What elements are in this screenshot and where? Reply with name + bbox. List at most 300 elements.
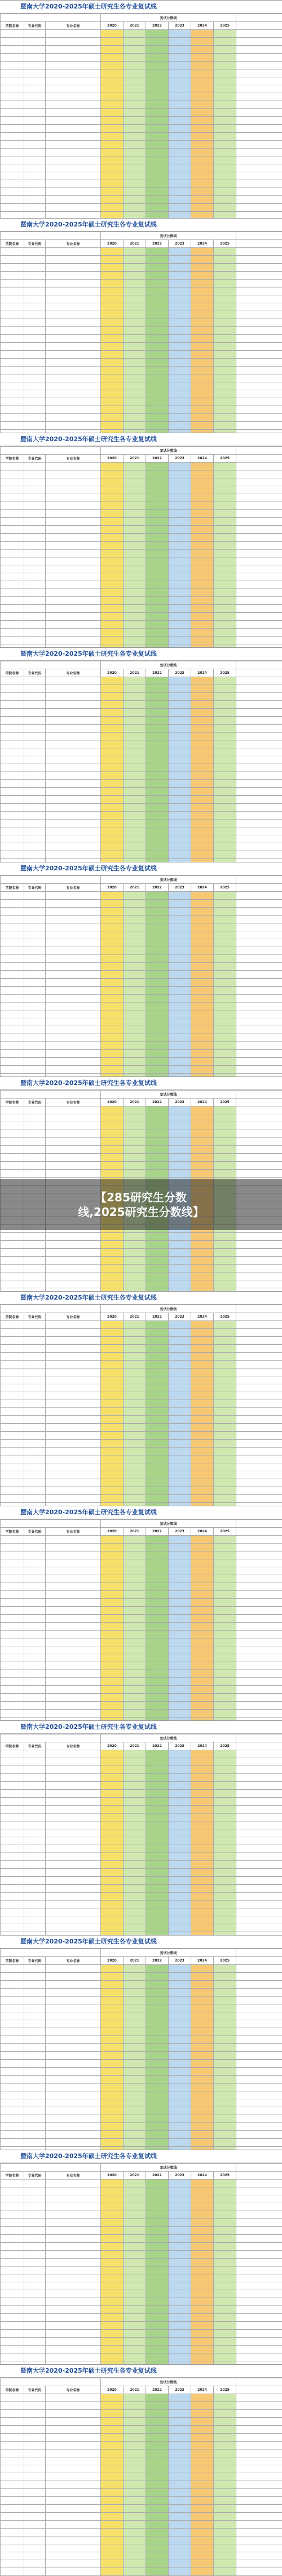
table-cell xyxy=(124,374,146,382)
table-cell xyxy=(1,827,24,835)
table-cell xyxy=(24,1678,46,1686)
table-cell xyxy=(169,1353,191,1361)
table-cell xyxy=(1,2505,24,2513)
table-cell xyxy=(1,1750,24,1758)
table-row xyxy=(1,2346,282,2353)
table-cell xyxy=(191,133,214,141)
table-cell xyxy=(124,180,146,188)
table-cell xyxy=(1,1615,24,1623)
table-cell xyxy=(191,486,214,494)
table-cell xyxy=(1,2489,24,2497)
table-cell xyxy=(214,685,236,693)
table-cell xyxy=(24,709,46,717)
table-cell xyxy=(1,2560,24,2568)
table-cell xyxy=(124,843,146,851)
table-cell xyxy=(214,141,236,149)
table-cell xyxy=(24,804,46,812)
table-cell xyxy=(169,908,191,916)
table-cell xyxy=(1,772,24,780)
table-cell xyxy=(101,2139,124,2147)
table-cell xyxy=(169,1908,191,1916)
table-cell xyxy=(169,1448,191,1455)
table-cell xyxy=(1,2306,24,2314)
table-cell xyxy=(169,1845,191,1853)
table-cell xyxy=(24,1885,46,1893)
table-cell xyxy=(214,605,236,613)
table-cell xyxy=(214,1154,236,1162)
table-cell xyxy=(169,2521,191,2529)
table-cell xyxy=(124,1272,146,1280)
table-cell xyxy=(146,1353,169,1361)
table-cell xyxy=(236,1249,282,1257)
table-cell xyxy=(24,1368,46,1376)
sheet-title: 暨南大学2020-2025年硕士研究生各专业复试线 xyxy=(0,1077,282,1090)
table-cell xyxy=(169,1233,191,1241)
table-cell xyxy=(214,77,236,85)
table-row xyxy=(1,1615,282,1623)
table-cell xyxy=(24,1241,46,1249)
table-cell xyxy=(46,1885,101,1893)
table-row xyxy=(1,2211,282,2219)
table-cell xyxy=(1,196,24,204)
table-cell xyxy=(24,534,46,542)
table-cell xyxy=(124,2004,146,2012)
table-cell xyxy=(191,287,214,295)
table-row xyxy=(1,502,282,510)
table-cell xyxy=(191,351,214,359)
table-cell xyxy=(101,892,124,900)
table-cell xyxy=(124,1154,146,1162)
table-cell xyxy=(214,2552,236,2560)
table-cell xyxy=(146,1654,169,1662)
group-header: 复试分数线 xyxy=(101,447,236,455)
table-cell xyxy=(191,1575,214,1583)
table-cell xyxy=(169,2187,191,2195)
table-cell xyxy=(191,327,214,335)
table-cell xyxy=(169,2338,191,2346)
table-cell xyxy=(214,2322,236,2330)
table-cell xyxy=(1,733,24,740)
table-row xyxy=(1,908,282,916)
table-cell xyxy=(46,2330,101,2338)
table-cell xyxy=(236,2282,282,2290)
table-row xyxy=(1,1337,282,1345)
table-cell xyxy=(46,2227,101,2235)
table-cell xyxy=(46,1162,101,1170)
table-cell xyxy=(101,1686,124,1694)
column-header: 学院名称 xyxy=(1,1528,24,1536)
table-cell xyxy=(101,2449,124,2457)
column-header: 2025 xyxy=(214,1742,236,1750)
table-cell xyxy=(214,979,236,987)
table-cell xyxy=(24,1702,46,1710)
sheet-title: 暨南大学2020-2025年硕士研究生各专业复试线 xyxy=(0,2365,282,2378)
table-cell xyxy=(101,486,124,494)
table-cell xyxy=(236,2394,282,2402)
table-cell xyxy=(169,2084,191,2091)
table-cell xyxy=(1,2282,24,2290)
table-cell xyxy=(214,987,236,995)
table-cell xyxy=(46,478,101,486)
table-cell xyxy=(191,2442,214,2449)
table-cell xyxy=(191,1162,214,1170)
table-cell xyxy=(169,1487,191,1495)
table-cell xyxy=(124,1670,146,1678)
table-cell xyxy=(169,2099,191,2107)
table-cell xyxy=(169,2513,191,2521)
table-row xyxy=(1,2560,282,2568)
table-cell xyxy=(236,272,282,280)
table-cell xyxy=(214,1265,236,1272)
table-cell xyxy=(46,398,101,406)
table-cell xyxy=(214,2235,236,2243)
table-cell xyxy=(101,939,124,947)
table-cell xyxy=(24,1249,46,1257)
table-cell xyxy=(46,1678,101,1686)
table-cell xyxy=(24,2052,46,2060)
table-cell xyxy=(191,141,214,149)
table-cell xyxy=(214,1686,236,1694)
table-cell xyxy=(146,621,169,629)
table-cell xyxy=(191,188,214,196)
table-row xyxy=(1,1662,282,1670)
table-cell xyxy=(169,1782,191,1790)
table-cell xyxy=(191,2473,214,2481)
table-cell xyxy=(101,733,124,740)
table-row xyxy=(1,1026,282,1034)
table-cell xyxy=(191,1837,214,1845)
table-row xyxy=(1,597,282,605)
table-cell xyxy=(101,1798,124,1806)
table-cell xyxy=(236,2099,282,2107)
table-cell xyxy=(1,1440,24,1448)
table-row xyxy=(1,1702,282,1710)
table-cell xyxy=(1,117,24,125)
table-cell xyxy=(191,1662,214,1670)
table-cell xyxy=(214,2426,236,2434)
table-cell xyxy=(191,1877,214,1885)
table-cell xyxy=(191,93,214,101)
table-cell xyxy=(191,1122,214,1130)
table-cell xyxy=(146,2394,169,2402)
table-cell xyxy=(24,1392,46,1400)
table-cell xyxy=(146,2560,169,2568)
table-cell xyxy=(214,1432,236,1440)
table-cell xyxy=(214,916,236,923)
table-cell xyxy=(214,85,236,93)
table-cell xyxy=(24,1710,46,1718)
table-cell xyxy=(236,1440,282,1448)
table-cell xyxy=(169,2394,191,2402)
table-row xyxy=(1,843,282,851)
table-cell xyxy=(1,1329,24,1337)
table-cell xyxy=(1,2274,24,2282)
table-cell xyxy=(46,2243,101,2251)
table-cell xyxy=(24,701,46,709)
table-cell xyxy=(1,390,24,398)
table-cell xyxy=(101,2084,124,2091)
table-cell xyxy=(146,1869,169,1877)
table-cell xyxy=(191,979,214,987)
table-cell xyxy=(191,2052,214,2060)
table-row xyxy=(1,717,282,725)
table-cell xyxy=(24,1869,46,1877)
table-cell xyxy=(146,2434,169,2442)
table-cell xyxy=(169,1416,191,1424)
table-cell xyxy=(1,2473,24,2481)
table-cell xyxy=(191,2274,214,2282)
table-cell xyxy=(101,2457,124,2465)
sheet-title: 暨南大学2020-2025年硕士研究生各专业复试线 xyxy=(0,1936,282,1949)
table-cell xyxy=(101,2552,124,2560)
table-cell xyxy=(169,2052,191,2060)
table-cell xyxy=(124,796,146,804)
table-cell xyxy=(46,69,101,77)
table-cell xyxy=(236,1361,282,1368)
table-cell xyxy=(24,1973,46,1981)
table-cell xyxy=(146,1162,169,1170)
table-cell xyxy=(169,2529,191,2536)
table-cell xyxy=(169,2004,191,2012)
table-cell xyxy=(101,542,124,550)
table-row xyxy=(1,327,282,335)
table-cell xyxy=(101,478,124,486)
table-cell xyxy=(146,1345,169,1353)
table-cell xyxy=(24,1002,46,1010)
table-cell xyxy=(191,1981,214,1989)
table-row xyxy=(1,2012,282,2020)
table-cell xyxy=(146,164,169,172)
table-cell xyxy=(191,1686,214,1694)
table-cell xyxy=(146,2107,169,2115)
table-cell xyxy=(46,1814,101,1821)
table-cell xyxy=(214,1280,236,1288)
table-cell xyxy=(146,526,169,534)
table-cell xyxy=(236,1122,282,1130)
table-cell xyxy=(1,2036,24,2044)
table-cell xyxy=(1,1154,24,1162)
column-header: 2023 xyxy=(169,1313,191,1321)
table-cell xyxy=(46,85,101,93)
table-cell xyxy=(236,2536,282,2544)
table-cell xyxy=(101,2052,124,2060)
table-cell xyxy=(169,1154,191,1162)
table-cell xyxy=(169,1869,191,1877)
table-cell xyxy=(191,1861,214,1869)
table-cell xyxy=(24,1170,46,1178)
table-cell xyxy=(146,1559,169,1567)
table-cell xyxy=(236,406,282,414)
table-cell xyxy=(146,1400,169,1408)
table-cell xyxy=(236,382,282,390)
table-cell xyxy=(101,2481,124,2489)
table-row xyxy=(1,693,282,701)
table-row xyxy=(1,796,282,804)
table-cell xyxy=(46,406,101,414)
table-cell xyxy=(146,1361,169,1368)
table-row xyxy=(1,1170,282,1178)
table-cell xyxy=(214,2536,236,2544)
table-cell xyxy=(169,1798,191,1806)
table-cell xyxy=(191,2131,214,2139)
table-cell xyxy=(236,1455,282,1463)
table-cell xyxy=(169,1122,191,1130)
table-cell xyxy=(124,916,146,923)
table-cell xyxy=(24,1361,46,1368)
table-cell xyxy=(24,149,46,156)
table-cell xyxy=(169,1750,191,1758)
table-row xyxy=(1,1710,282,1718)
table-cell xyxy=(191,1034,214,1042)
table-cell xyxy=(236,1901,282,1908)
table-cell xyxy=(236,1463,282,1471)
table-cell xyxy=(101,327,124,335)
table-cell xyxy=(214,2505,236,2513)
table-cell xyxy=(236,2259,282,2266)
table-cell xyxy=(236,2529,282,2536)
table-cell xyxy=(169,510,191,518)
table-cell xyxy=(191,1416,214,1424)
table-cell xyxy=(191,2259,214,2266)
column-header: 2021 xyxy=(124,1313,146,1321)
table-cell xyxy=(1,987,24,995)
table-cell xyxy=(214,1893,236,1901)
table-cell xyxy=(24,2465,46,2473)
table-cell xyxy=(146,581,169,589)
table-cell xyxy=(146,1265,169,1272)
table-cell xyxy=(101,463,124,470)
table-cell xyxy=(124,908,146,916)
table-row xyxy=(1,2131,282,2139)
table-cell xyxy=(46,2123,101,2131)
table-cell xyxy=(236,2068,282,2076)
table-cell xyxy=(46,93,101,101)
table-cell xyxy=(124,955,146,963)
table-cell xyxy=(101,2107,124,2115)
table-cell xyxy=(214,1845,236,1853)
table-cell xyxy=(146,740,169,748)
table-cell xyxy=(236,621,282,629)
table-cell xyxy=(169,780,191,788)
table-row xyxy=(1,740,282,748)
table-cell xyxy=(24,303,46,311)
table-cell xyxy=(124,2290,146,2298)
table-cell xyxy=(124,613,146,621)
table-row xyxy=(1,1774,282,1782)
table-cell xyxy=(46,196,101,204)
table-cell xyxy=(1,629,24,637)
table-cell xyxy=(146,827,169,835)
table-cell xyxy=(146,963,169,971)
table-cell xyxy=(191,2298,214,2306)
table-cell xyxy=(146,1853,169,1861)
table-cell xyxy=(101,1408,124,1416)
table-cell xyxy=(191,272,214,280)
table-cell xyxy=(236,1766,282,1774)
table-cell xyxy=(146,2203,169,2211)
column-header: 2022 xyxy=(146,22,169,30)
column-header xyxy=(236,884,282,892)
table-row xyxy=(1,2521,282,2529)
table-cell xyxy=(101,256,124,264)
table-cell xyxy=(24,2139,46,2147)
table-cell xyxy=(236,812,282,820)
table-row xyxy=(1,1869,282,1877)
table-row xyxy=(1,1106,282,1114)
table-cell xyxy=(191,2306,214,2314)
table-row xyxy=(1,2442,282,2449)
table-row xyxy=(1,1241,282,1249)
table-cell xyxy=(1,406,24,414)
table-cell xyxy=(146,2481,169,2489)
table-cell xyxy=(46,2091,101,2099)
table-cell xyxy=(236,820,282,827)
table-cell xyxy=(236,1790,282,1798)
table-cell xyxy=(46,820,101,827)
table-cell xyxy=(101,1710,124,1718)
table-row xyxy=(1,629,282,637)
table-cell xyxy=(236,2481,282,2489)
table-cell xyxy=(1,1551,24,1559)
table-cell xyxy=(124,69,146,77)
table-cell xyxy=(24,1623,46,1631)
table-cell xyxy=(24,463,46,470)
table-cell xyxy=(124,581,146,589)
table-cell xyxy=(1,764,24,772)
table-cell xyxy=(124,1567,146,1575)
table-cell xyxy=(214,1694,236,1702)
table-row xyxy=(1,613,282,621)
table-cell xyxy=(169,892,191,900)
column-header: 专业代码 xyxy=(24,22,46,30)
table-cell xyxy=(169,502,191,510)
table-cell xyxy=(1,1034,24,1042)
column-header: 2021 xyxy=(124,22,146,30)
table-cell xyxy=(24,109,46,117)
table-cell xyxy=(124,1702,146,1710)
table-cell xyxy=(24,1106,46,1114)
table-row xyxy=(1,196,282,204)
table-cell xyxy=(46,1408,101,1416)
table-cell xyxy=(146,272,169,280)
table-cell xyxy=(146,2091,169,2099)
table-row xyxy=(1,788,282,796)
table-cell xyxy=(214,1670,236,1678)
table-cell xyxy=(191,1885,214,1893)
table-cell xyxy=(236,1607,282,1615)
table-cell xyxy=(24,1782,46,1790)
table-cell xyxy=(214,2211,236,2219)
table-row xyxy=(1,772,282,780)
table-cell xyxy=(146,2568,169,2576)
table-row xyxy=(1,1853,282,1861)
table-cell xyxy=(191,264,214,272)
table-cell xyxy=(46,1345,101,1353)
table-cell xyxy=(191,149,214,156)
table-cell xyxy=(124,740,146,748)
table-cell xyxy=(191,1853,214,1861)
table-cell xyxy=(169,2544,191,2552)
table-cell xyxy=(146,311,169,319)
table-cell xyxy=(214,196,236,204)
table-cell xyxy=(214,1257,236,1265)
table-cell xyxy=(191,1432,214,1440)
table-cell xyxy=(236,2465,282,2473)
table-cell xyxy=(236,2243,282,2251)
table-cell xyxy=(46,597,101,605)
table-row xyxy=(1,1162,282,1170)
table-cell xyxy=(46,1479,101,1487)
